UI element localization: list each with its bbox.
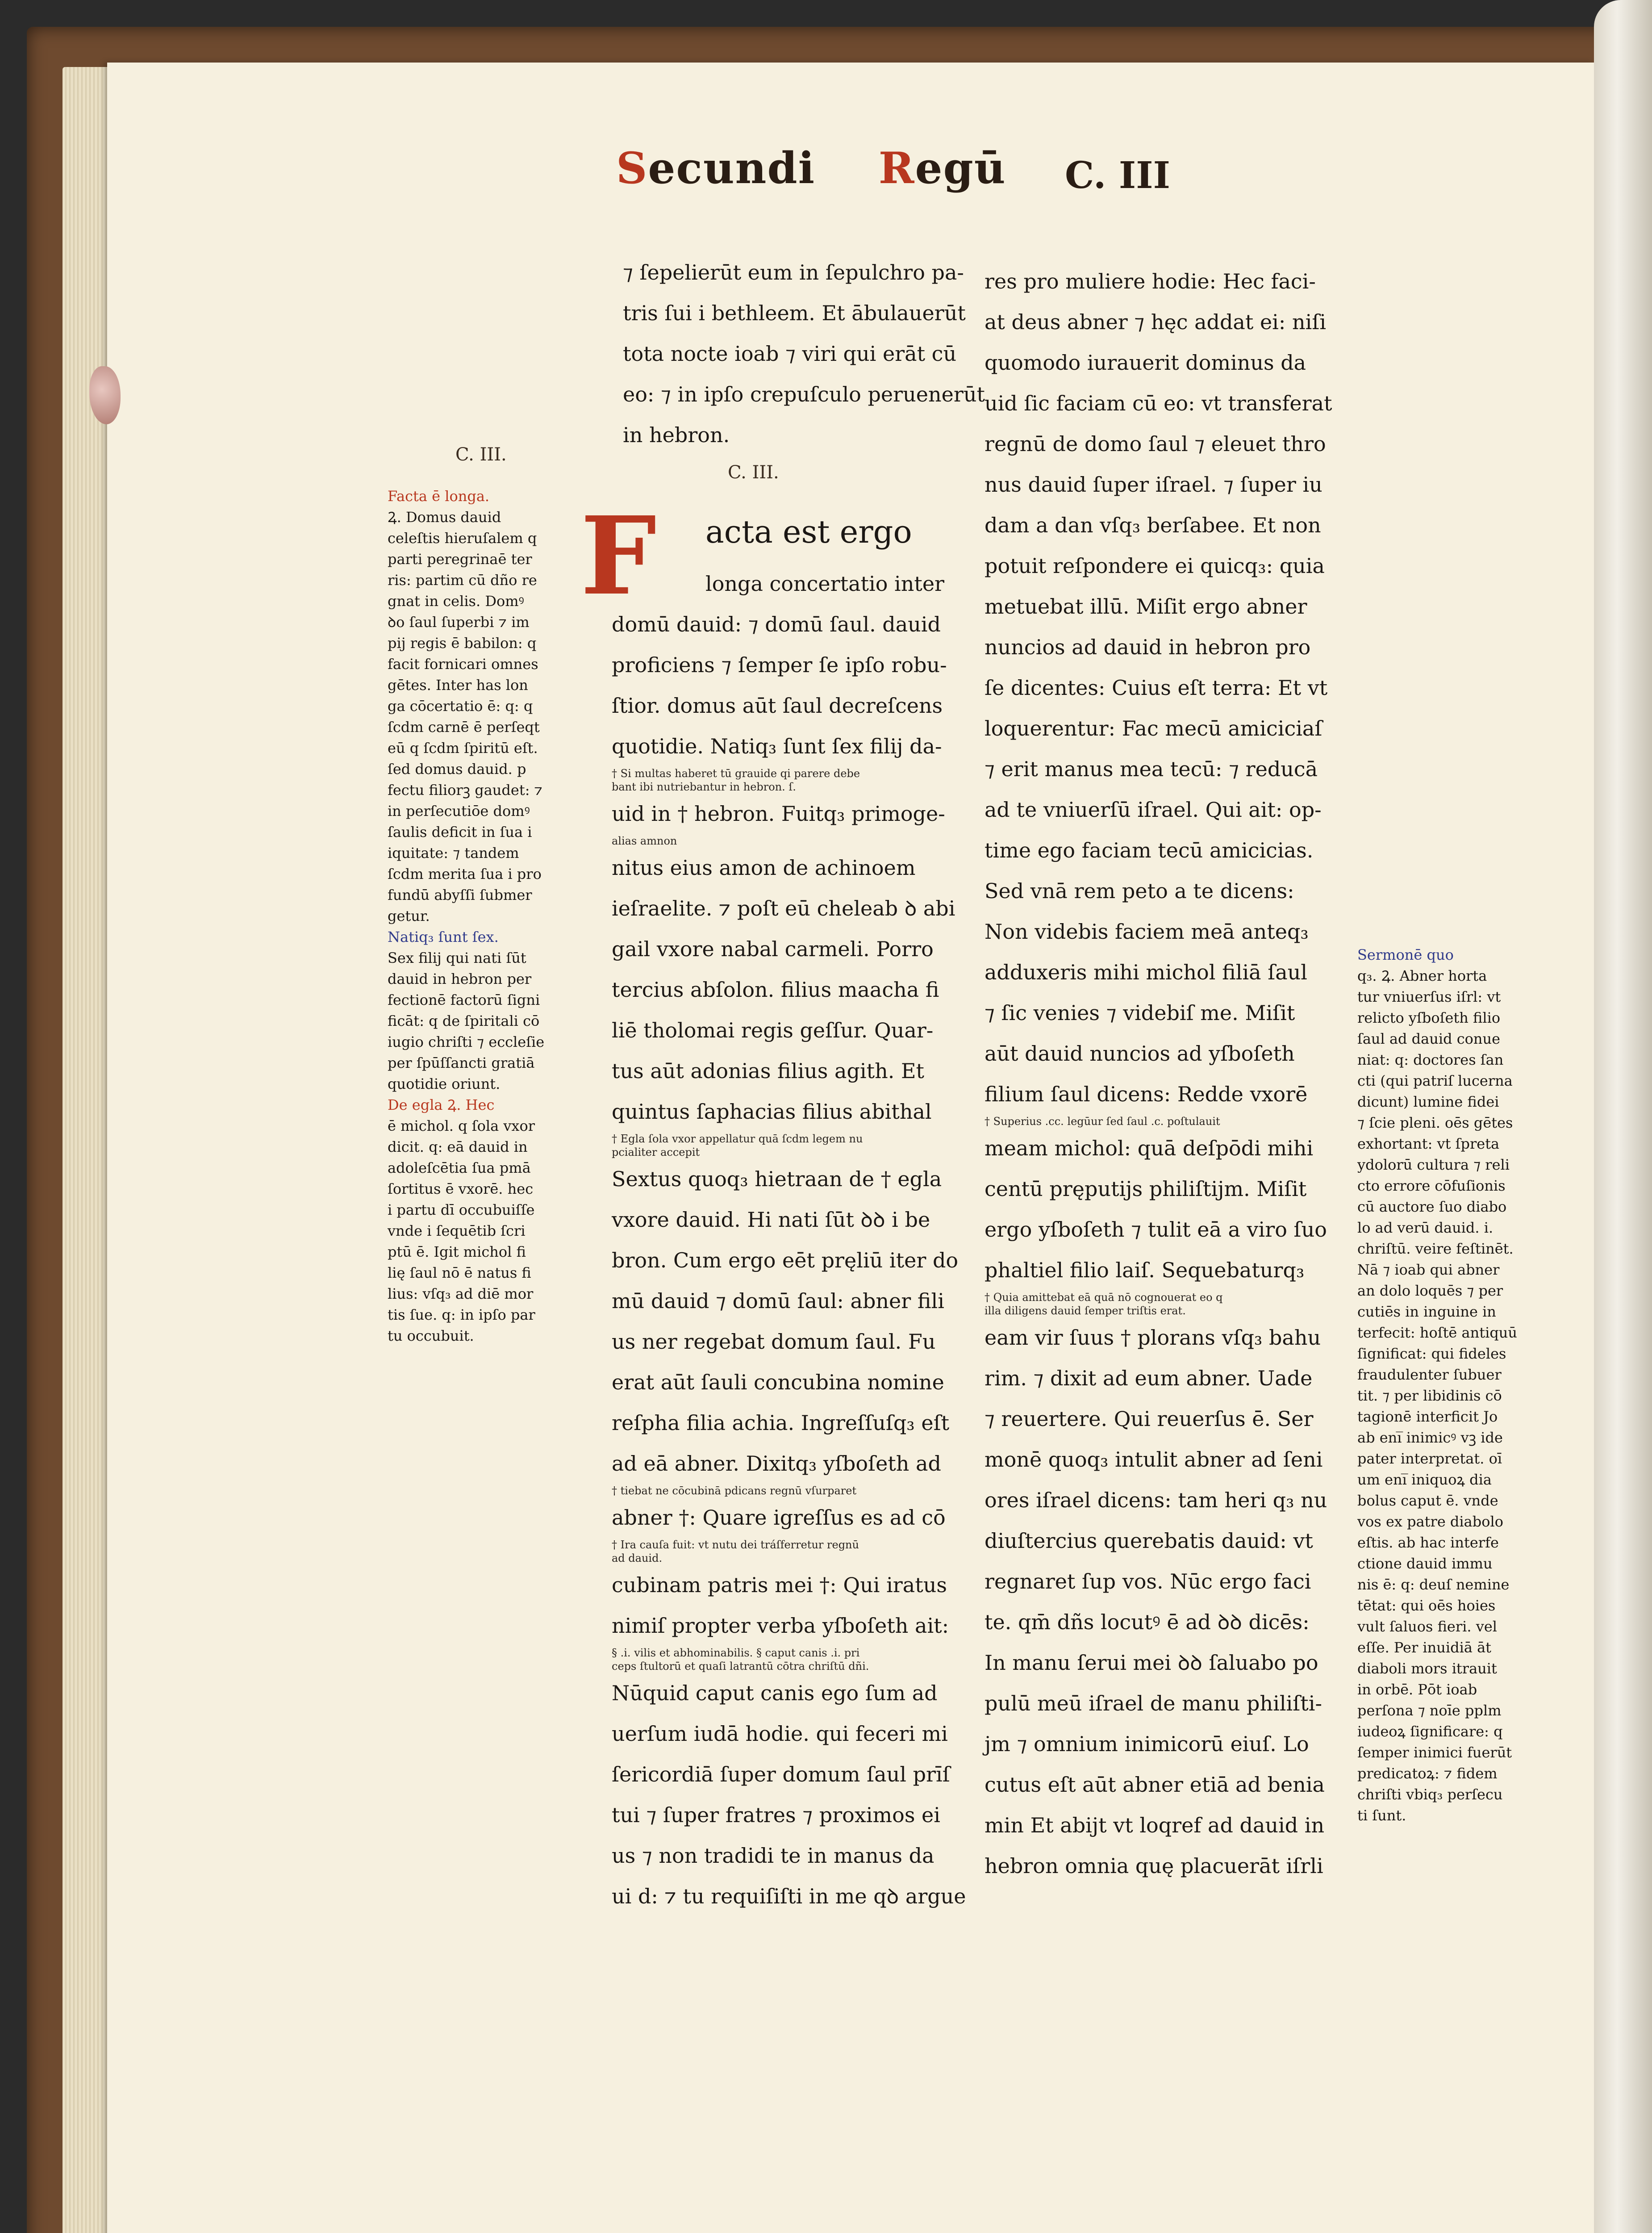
text-line: eam vir ſuus † plorans vſq₃ bahu bbox=[985, 1326, 1321, 1350]
text-line: Natiq₃ ſunt ſex. bbox=[388, 928, 499, 945]
text-line: ti ſunt. bbox=[1357, 1807, 1406, 1824]
text-line: ⁊ reuertere. Qui reuerſus ē. Ser bbox=[985, 1407, 1314, 1431]
center-chapter-label: C. III. bbox=[728, 462, 779, 483]
text-line: eū q ſcdm ſpiritū eſt. bbox=[388, 740, 538, 757]
text-line: Nā ⁊ ioab qui abner bbox=[1357, 1261, 1500, 1278]
text-line: mū dauid ⁊ domū ſaul: abner fili bbox=[612, 1289, 944, 1313]
text-line: filium ſaul dicens: Redde vxorē bbox=[985, 1082, 1308, 1106]
text-line: quotidie. Natiq₃ ſunt ſex filij da- bbox=[612, 734, 942, 758]
text-line: ris: partim cū dño re bbox=[388, 572, 537, 589]
text-line: tur vniuerſus iſrl: vt bbox=[1357, 988, 1501, 1005]
text-line: centū pręputijs philiſtijm. Miſit bbox=[985, 1177, 1307, 1201]
column-1-body bbox=[612, 564, 966, 1917]
text-line: at deus abner ⁊ hęc addat ei: niſi bbox=[985, 310, 1327, 334]
text-line: domū dauid: ⁊ domū ſaul. dauid bbox=[612, 612, 941, 636]
text-line: tētat: qui oēs hoies bbox=[1357, 1597, 1496, 1614]
text-line: cū auctore ſuo diabo bbox=[1357, 1198, 1507, 1215]
text-line: ſemper inimici fuerūt bbox=[1357, 1744, 1512, 1761]
text-line: ores iſrael dicens: tam heri q₃ nu bbox=[985, 1488, 1327, 1512]
text-line: res pro muliere hodie: Hec faci- bbox=[985, 269, 1316, 293]
text-line: bolus caput ē. vnde bbox=[1357, 1492, 1498, 1509]
running-chapter: C. III bbox=[1065, 154, 1170, 197]
text-line: quotidie oriunt. bbox=[388, 1075, 501, 1092]
text-line: Sextus quoq₃ hietraan de † egla bbox=[612, 1167, 942, 1191]
column-2 bbox=[985, 261, 1332, 1886]
text-line: De egla Ꝝ. Hec bbox=[388, 1096, 495, 1113]
text-line: Nūquid caput canis ego ſum ad bbox=[612, 1681, 938, 1705]
text-line: relicto yſboſeth filio bbox=[1357, 1009, 1501, 1026]
text-line: cti (qui patriſ lucerna bbox=[1357, 1072, 1513, 1089]
text-line: ſcdm merita ſua i pro bbox=[388, 866, 542, 882]
initial-line: acta est ergo bbox=[705, 514, 912, 550]
text-line: tis ſue. q: in ipſo par bbox=[388, 1306, 535, 1323]
text-line: liē tholomai regis geſſur. Quar- bbox=[612, 1018, 934, 1042]
text-line: rim. ⁊ dixit ad eum abner. Uade bbox=[985, 1366, 1313, 1390]
running-title-initial-right: R bbox=[878, 143, 915, 193]
text-line: gail vxore nabal carmeli. Porro bbox=[612, 937, 934, 961]
interlinear-gloss: pcialiter accepit bbox=[612, 1146, 700, 1158]
decorated-initial: F bbox=[580, 493, 657, 619]
text-line: lius: vſq₃ ad diē mor bbox=[388, 1285, 534, 1302]
text-line: ptū ē. Igit michol fi bbox=[388, 1243, 526, 1260]
text-line: quomodo iurauerit dominus da bbox=[985, 351, 1306, 375]
text-line: cutus eſt aūt abner etiā ad benia bbox=[985, 1773, 1325, 1797]
text-line: ꝺo ſaul ſuperbi ⁊ im bbox=[388, 614, 530, 631]
text-line: dicit. q: eā dauid in bbox=[388, 1138, 528, 1155]
text-line: tui ⁊ ſuper fratres ⁊ proximos ei bbox=[612, 1803, 940, 1827]
text-line: vult ſaluos fieri. vel bbox=[1357, 1618, 1497, 1635]
text-line: pulū meū iſrael de manu philiſti- bbox=[985, 1691, 1322, 1715]
text-line: vos ex patre diabolo bbox=[1357, 1513, 1503, 1530]
text-line: vnde i ſequētib ſcri bbox=[388, 1222, 526, 1239]
text-line: i partu dī occubuiſſe bbox=[388, 1201, 535, 1218]
text-line: Non videbis faciem meā anteq₃ bbox=[985, 920, 1309, 944]
text-line: tus aūt adonias filius agith. Et bbox=[612, 1059, 925, 1083]
text-line: in perſecutiōe domꝰ bbox=[388, 803, 530, 820]
text-line: celeſtis hieruſalem q bbox=[388, 530, 537, 547]
text-line: uerſum iudā hodie. qui feceri mi bbox=[612, 1722, 948, 1746]
text-line: Sed vnā rem peto a te dicens: bbox=[985, 879, 1294, 903]
text-line: metuebat illū. Miſit ergo abner bbox=[985, 594, 1307, 619]
text-line: ad te vniuerſū iſrael. Qui ait: op- bbox=[985, 798, 1322, 822]
text-line: fundū abyſſi ſubmer bbox=[388, 887, 532, 903]
text-line: iudeoꝝ ſignificare: q bbox=[1357, 1723, 1503, 1740]
text-line: tris ſui i bethleem. Et ābulauerūt bbox=[623, 301, 966, 325]
interlinear-gloss: † Quia amittebat eā quā nō cognouerat eo q bbox=[985, 1291, 1223, 1304]
text-line: q₃. Ꝝ. Abner horta bbox=[1357, 967, 1487, 984]
text-line: tu occubuit. bbox=[388, 1327, 474, 1344]
text-line: lo ad verū dauid. i. bbox=[1357, 1219, 1493, 1236]
text-line: dauid in hebron per bbox=[388, 970, 532, 987]
text-line: ui d: ⁊ tu requiſiſti in me qꝺ argue bbox=[612, 1884, 966, 1908]
text-line: gētes. Inter has lon bbox=[388, 677, 528, 694]
left-gloss bbox=[388, 486, 566, 1346]
text-line: us ⁊ non tradidi te in manus da bbox=[612, 1844, 934, 1868]
running-title-right-rest: egū bbox=[915, 143, 1006, 193]
column-1-top bbox=[623, 252, 985, 456]
text-line: hebron omnia quę placuerāt iſrli bbox=[985, 1854, 1323, 1878]
text-line: ſignificat: qui fideles bbox=[1357, 1345, 1506, 1362]
text-line: ſe dicentes: Cuius eſt terra: Et vt bbox=[985, 676, 1328, 700]
text-line: gnat in celis. Domꝰ bbox=[388, 593, 524, 610]
text-line: ieſraelite. ⁊ poſt eū cheleab ꝺ abi bbox=[612, 896, 955, 920]
text-line: time ego faciam tecū amicicias. bbox=[985, 838, 1314, 862]
text-line: tota nocte ioab ⁊ viri qui erāt cū bbox=[623, 342, 957, 366]
text-line: nis ē: q: deuſ nemine bbox=[1357, 1576, 1510, 1593]
interlinear-gloss: † Egla ſola vxor appellatur quā ſcdm legem nu bbox=[612, 1133, 863, 1145]
text-line: adoleſcētia ſua pmā bbox=[388, 1159, 531, 1176]
text-line: proficiens ⁊ ſemper ſe ipſo robu- bbox=[612, 653, 947, 677]
interlinear-gloss: † Ira cauſa fuit: vt nutu dei tráſferretur regnū bbox=[612, 1539, 859, 1551]
text-line: dicunt) lumine fidei bbox=[1357, 1093, 1499, 1110]
text-line: loquerentur: Fac mecū amiciciaſ bbox=[985, 716, 1322, 740]
text-line: cubinam patris mei †: Qui iratus bbox=[612, 1573, 947, 1597]
text-line: ⁊ erit manus mea tecū: ⁊ reducā bbox=[985, 757, 1318, 781]
text-line: ⁊ ſcie pleni. oēs gētes bbox=[1357, 1114, 1513, 1131]
text-line: Sermonē quo bbox=[1357, 946, 1454, 963]
text-line: chriſtū. veire feſtinēt. bbox=[1357, 1240, 1514, 1257]
text-line: getur. bbox=[388, 907, 430, 924]
interlinear-gloss: § .i. vilis et abhominabilis. § caput canis .i. pri bbox=[612, 1647, 860, 1659]
interlinear-gloss: † Superius .cc. legūur ſed ſaul .c. poſtulauit bbox=[985, 1115, 1220, 1128]
text-line: te. qm̄ dñs locutꝰ ē ad ꝺꝺ dicēs: bbox=[985, 1610, 1310, 1634]
running-title bbox=[616, 143, 1006, 193]
text-line: fectionē factorū ſigni bbox=[388, 991, 540, 1008]
text-line: chriſti vbiq₃ perſecu bbox=[1357, 1786, 1503, 1803]
interlinear-gloss: ad dauid. bbox=[612, 1552, 663, 1564]
text-line: adduxeris mihi michol filiā ſaul bbox=[985, 960, 1308, 984]
text-line: ſaul ad dauid conue bbox=[1357, 1030, 1501, 1047]
text-line: nuncios ad dauid in hebron pro bbox=[985, 635, 1311, 659]
text-line: ſaulis deficit in ſua i bbox=[388, 824, 532, 841]
text-line: in hebron. bbox=[623, 423, 730, 447]
facing-page-edge bbox=[1594, 0, 1652, 2233]
text-line: ergo yſboſeth ⁊ tulit eā a viro ſuo bbox=[985, 1217, 1327, 1242]
interlinear-gloss: alias amnon bbox=[612, 835, 677, 847]
text-line: ſericordiā ſuper domum ſaul prīſ bbox=[612, 1762, 950, 1786]
text-line: tit. ⁊ per libidinis cō bbox=[1357, 1387, 1502, 1404]
text-line: iugio chriſti ⁊ eccleſie bbox=[388, 1033, 545, 1050]
interlinear-gloss: illa diligens dauid ſemper triſtis erat. bbox=[985, 1305, 1186, 1317]
text-line: potuit reſpondere ei quicq₃: quia bbox=[985, 554, 1325, 578]
text-line: eſſe. Per inuidiā āt bbox=[1357, 1639, 1491, 1656]
text-line: um eni̅ iniquoꝝ dia bbox=[1357, 1471, 1492, 1488]
text-line: tagionē interficit Jo bbox=[1357, 1408, 1498, 1425]
text-line: pij regis ē babilon: q bbox=[388, 635, 537, 652]
text-line: Facta ē longa. bbox=[388, 488, 490, 505]
text-line: per ſpūſſancti gratiā bbox=[388, 1054, 535, 1071]
text-line: perſona ⁊ noīe pplm bbox=[1357, 1702, 1502, 1719]
text-line: ē michol. q ſola vxor bbox=[388, 1117, 535, 1134]
interlinear-gloss: † Si multas haberet tū grauide qi parere debe bbox=[612, 767, 860, 780]
text-line: jm ⁊ omnium inimicorū eiuſ. Lo bbox=[985, 1732, 1309, 1756]
text-line: an dolo loquēs ⁊ per bbox=[1357, 1282, 1503, 1299]
text-line: erat aūt ſauli concubina nomine bbox=[612, 1370, 944, 1394]
running-title-left-rest: ecundi bbox=[648, 143, 816, 193]
text-line: ſcdm carnē ē perſeqt bbox=[388, 719, 540, 736]
text-line: aūt dauid nuncios ad yſboſeth bbox=[985, 1041, 1295, 1066]
text-line: quintus ſaphacias filius abithal bbox=[612, 1100, 932, 1124]
text-line: ſortitus ē vxorē. hec bbox=[388, 1180, 534, 1197]
text-line: uid in † hebron. Fuitq₃ primoge- bbox=[612, 802, 945, 826]
text-line: meam michol: quā deſpōdi mihi bbox=[985, 1136, 1314, 1160]
interlinear-gloss: bant ibi nutriebantur in hebron. ſ. bbox=[612, 781, 796, 793]
text-line: eo: ⁊ in ipſo crepuſculo peruenerūt bbox=[623, 382, 985, 406]
text-line: cutiēs in inguine in bbox=[1357, 1303, 1496, 1320]
text-line: nimiſ propter verba yſboſeth ait: bbox=[612, 1614, 949, 1638]
text-line: nus dauid ſuper iſrael. ⁊ ſuper iu bbox=[985, 473, 1322, 497]
text-line: monē quoq₃ intulit abner ad ſeni bbox=[985, 1447, 1323, 1472]
running-title-initial-left: S bbox=[616, 143, 648, 193]
text-line: Ꝝ. Domus dauid bbox=[388, 509, 501, 526]
text-line: ſtior. domus aūt ſaul decreſcens bbox=[612, 694, 943, 718]
text-line: regnaret ſup vos. Nūc ergo faci bbox=[985, 1569, 1311, 1593]
text-line: in orbē. Pōt ioab bbox=[1357, 1681, 1477, 1698]
text-line: parti peregrinaē ter bbox=[388, 551, 532, 568]
text-line: ab eni̅ inimicꝰ vꝫ ide bbox=[1357, 1429, 1503, 1446]
text-line: us ner regebat domum ſaul. Fu bbox=[612, 1330, 936, 1354]
text-line: terfecit: hoſtē antiquū bbox=[1357, 1324, 1518, 1341]
text-line: nitus eius amon de achinoem bbox=[612, 856, 916, 880]
text-line: ſed domus dauid. p bbox=[388, 761, 526, 778]
text-line: niat: q: doctores ſan bbox=[1357, 1051, 1504, 1068]
interlinear-gloss: † tiebat ne cōcubinā pdicans regnū vſurparet bbox=[612, 1484, 857, 1497]
text-line: fraudulenter ſubuer bbox=[1357, 1366, 1502, 1383]
text-line: iquitate: ⁊ tandem bbox=[388, 845, 519, 861]
text-line: min Et abijt vt loqref ad dauid in bbox=[985, 1813, 1325, 1837]
text-line: eſtis. ab hac interfe bbox=[1357, 1534, 1499, 1551]
text-line: ⁊ ſic venies ⁊ videbiſ me. Miſit bbox=[985, 1001, 1295, 1025]
text-line: dam a dan vſq₃ berſabee. Et non bbox=[985, 513, 1321, 537]
text-line: pater interpretat. oī bbox=[1357, 1450, 1502, 1467]
text-line: facit fornicari omnes bbox=[388, 656, 538, 673]
text-line: reſpha filia achia. Ingreſſuſq₃ eſt bbox=[612, 1411, 950, 1435]
text-line: ydolorū cultura ⁊ reli bbox=[1357, 1156, 1510, 1173]
text-line: exhortant: vt ſpreta bbox=[1357, 1135, 1500, 1152]
text-line: tercius abſolon. filius maacha fi bbox=[612, 978, 939, 1002]
interlinear-gloss: ceps ſtultorū et quaſi latrantū cōtra chriſtū dñi. bbox=[612, 1660, 869, 1673]
text-line: ga cōcertatio ē: q: q bbox=[388, 698, 533, 715]
text-line: longa concertatio inter bbox=[705, 572, 945, 596]
text-line: uid ſic faciam cū eo: vt transferat bbox=[985, 391, 1332, 415]
text-line: abner †: Quare igreſſus es ad cō bbox=[612, 1505, 946, 1530]
text-line: fectu filiorꝫ gaudet: ⁊ bbox=[388, 782, 542, 799]
right-gloss bbox=[1357, 945, 1518, 1826]
text-line: cto errore cōfuſionis bbox=[1357, 1177, 1506, 1194]
text-line: ad eā abner. Dixitq₃ yſboſeth ad bbox=[612, 1451, 941, 1476]
text-line: ficāt: q de ſpiritali cō bbox=[388, 1012, 540, 1029]
text-line: predicatoꝝ: ⁊ fidem bbox=[1357, 1765, 1498, 1782]
text-line: phaltiel filio laiſ. Sequebaturq₃ bbox=[985, 1258, 1305, 1282]
text-line: diaboli mors itrauit bbox=[1357, 1660, 1497, 1677]
text-line: diuſtercius querebatis dauid: vt bbox=[985, 1529, 1313, 1553]
text-line: vxore dauid. Hi nati ſūt ꝺꝺ i be bbox=[612, 1208, 930, 1232]
text-line: In manu ſerui mei ꝺꝺ ſaluabo po bbox=[985, 1651, 1318, 1675]
left-gloss-chapter-label: C. III. bbox=[455, 444, 507, 465]
text-line: Sex filij qui nati ſūt bbox=[388, 949, 526, 966]
text-line: ⁊ ſepelierūt eum in ſepulchro pa- bbox=[623, 260, 964, 284]
text-line: ctione dauid immu bbox=[1357, 1555, 1493, 1572]
text-line: bron. Cum ergo eēt pręliū iter do bbox=[612, 1248, 959, 1272]
text-line: regnū de domo ſaul ⁊ eleuet thro bbox=[985, 432, 1326, 456]
text-line: lię ſaul nō ē natus fi bbox=[388, 1264, 531, 1281]
